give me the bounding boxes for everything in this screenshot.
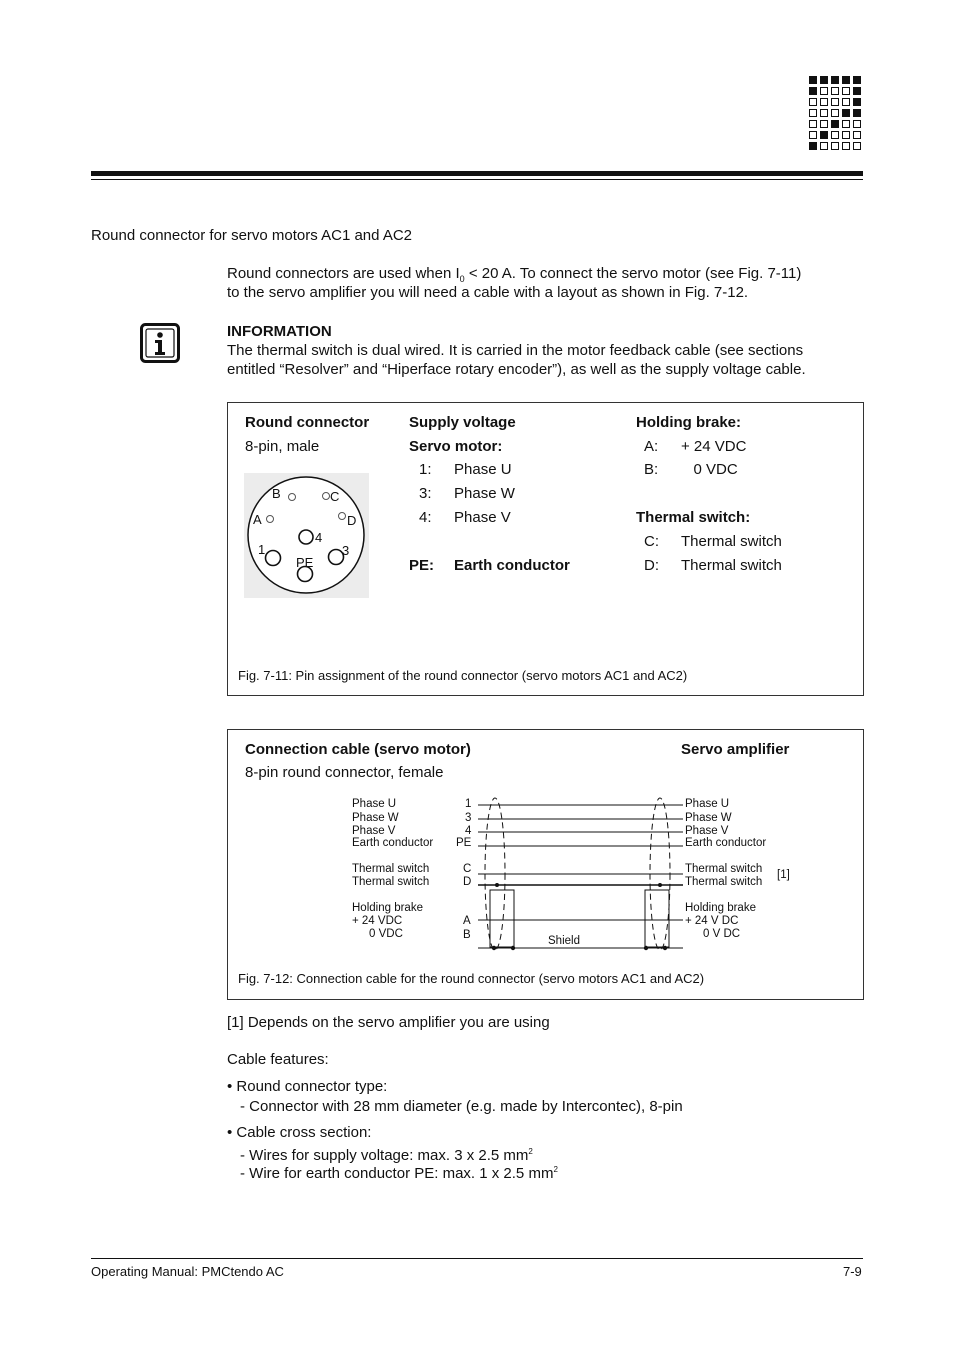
supply-voltage-title: Supply voltage: [409, 414, 516, 431]
logo-cell: [820, 98, 828, 106]
logo-cell: [820, 131, 828, 139]
logo-cell: [831, 98, 839, 106]
logo-cell: [842, 142, 850, 150]
section-heading: Round connector for servo motors AC1 and AC2: [91, 227, 413, 244]
left-label-phase-v: Phase V: [352, 825, 396, 837]
footer-left: Operating Manual: PMCtendo AC: [91, 1264, 284, 1279]
left-label-24vdc: + 24 VDC: [352, 915, 403, 927]
shield-label: Shield: [548, 935, 580, 947]
pin-1: 1: [465, 798, 472, 810]
logo-cell: [820, 120, 828, 128]
feature-text-supply: - Wires for supply voltage: max. 3 x 2.5 mm: [240, 1147, 529, 1164]
pin-label-pe: PE: [296, 555, 314, 570]
logo-cell: [809, 131, 817, 139]
pin-label-3: 3: [342, 543, 350, 558]
pin-label-d: D: [347, 513, 357, 528]
info-icon: [140, 323, 180, 363]
feature-bullet-2-sub-2: [240, 1160, 558, 1183]
footnote: [1] Depends on the servo amplifier you are using: [227, 1014, 550, 1031]
round-connector-subtitle: 8-pin, male: [245, 438, 320, 455]
servo-label-1: Phase U: [454, 461, 512, 478]
logo-cell: [842, 109, 850, 117]
pin-d: D: [463, 876, 472, 888]
superscript-2b: 2: [553, 1165, 558, 1174]
logo-cell: [853, 131, 861, 139]
feature-bullet-2: • Cable cross section:: [227, 1124, 372, 1141]
footer-rule: [91, 1258, 863, 1259]
right-label-0vdc: 0 V DC: [703, 928, 741, 940]
servo-label-3: Phase W: [454, 485, 515, 502]
left-label-brake: Holding brake: [352, 902, 423, 914]
footer-page-number: 7-9: [843, 1264, 862, 1279]
feature-bullet-1: • Round connector type:: [227, 1078, 388, 1095]
logo-cell: [842, 76, 850, 84]
logo-cell: [842, 120, 850, 128]
left-label-phase-u: Phase U: [352, 798, 397, 810]
logo-cell: [831, 120, 839, 128]
logo-cell: [853, 120, 861, 128]
logo-cell: [809, 87, 817, 95]
brake-pin-b: B:: [644, 461, 659, 478]
pin-pe: PE: [456, 837, 472, 849]
logo-cell: [809, 98, 817, 106]
figure-7-11: [227, 402, 864, 696]
figure-7-12: [227, 729, 864, 1000]
logo-cell: [842, 131, 850, 139]
logo-cell: [853, 142, 861, 150]
pin-a: A: [463, 915, 471, 927]
right-label-thermal-c: Thermal switch: [685, 863, 763, 875]
pin-label-a: A: [253, 512, 262, 527]
company-logo-grid: [809, 76, 865, 151]
holding-brake-title: Holding brake:: [636, 414, 742, 431]
superscript-2: 2: [528, 1147, 533, 1156]
servo-pin-3: 3:: [419, 485, 432, 502]
logo-cell: [853, 109, 861, 117]
pin-label-b: B: [272, 486, 281, 501]
pin-label-1: 1: [258, 542, 266, 557]
info-title: INFORMATION: [227, 323, 332, 340]
thermal-pin-d: D:: [644, 557, 659, 574]
logo-cell: [809, 109, 817, 117]
logo-cell: [853, 76, 861, 84]
right-label-24vdc: + 24 V DC: [685, 915, 739, 927]
logo-cell: [809, 120, 817, 128]
intro-line-2: to the servo amplifier you will need a cable with a layout as shown in Fig. 7-12.: [227, 284, 749, 301]
brake-label-a: + 24 VDC: [681, 438, 747, 455]
logo-cell: [809, 76, 817, 84]
round-connector-title: Round connector: [245, 414, 370, 431]
features-title: Cable features:: [227, 1051, 329, 1068]
pe-pin: PE:: [409, 557, 435, 574]
logo-cell: [809, 142, 817, 150]
logo-cell: [842, 87, 850, 95]
left-label-thermal-c: Thermal switch: [352, 863, 430, 875]
logo-cell: [853, 98, 861, 106]
info-line-1: The thermal switch is dual wired. It is carried in the motor feedback cable (see sections: [227, 342, 804, 359]
logo-cell: [820, 109, 828, 117]
logo-cell: [831, 131, 839, 139]
thermal-label-d: Thermal switch: [681, 557, 782, 574]
logo-cell: [831, 109, 839, 117]
header-rule-thin: [91, 179, 863, 180]
figure-7-11-caption: Fig. 7-11: Pin assignment of the round connector (servo motors AC1 and AC2): [238, 668, 688, 683]
pe-label: Earth conductor: [454, 557, 570, 574]
header-rule-thick: [91, 171, 863, 176]
brake-label-b: 0 VDC: [681, 461, 738, 478]
logo-cell: [820, 87, 828, 95]
servo-amplifier-title: Servo amplifier: [681, 741, 790, 758]
logo-cell: [820, 76, 828, 84]
brake-pin-a: A:: [644, 438, 659, 455]
pin-4: 4: [465, 825, 472, 837]
left-label-thermal-d: Thermal switch: [352, 876, 430, 888]
logo-cell: [831, 76, 839, 84]
left-label-phase-w: Phase W: [352, 812, 399, 824]
servo-motor-title: Servo motor:: [409, 438, 503, 455]
wiring-diagram: [228, 730, 865, 1001]
servo-pin-4: 4:: [419, 509, 432, 526]
connection-cable-title: Connection cable (servo motor): [245, 741, 471, 758]
servo-label-4: Phase V: [454, 509, 511, 526]
feature-text-earth: - Wire for earth conductor PE: max. 1 x 2.5 mm: [240, 1165, 554, 1182]
pin-b: B: [463, 929, 471, 941]
left-label-earth: Earth conductor: [352, 837, 434, 849]
connection-cable-subtitle: 8-pin round connector, female: [245, 764, 444, 781]
logo-cell: [853, 87, 861, 95]
info-line-2: entitled “Resolver” and “Hiperface rotary encoder”), as well as the supply voltage cable.: [227, 361, 806, 378]
thermal-switch-title: Thermal switch:: [636, 509, 751, 526]
feature-bullet-1-sub: - Connector with 28 mm diameter (e.g. made by Intercontec), 8-pin: [240, 1098, 683, 1115]
intro-text-b: < 20 A. To connect the servo motor (see Fig. 7-11): [464, 265, 802, 282]
logo-cell: [842, 98, 850, 106]
right-label-phase-v: Phase V: [685, 825, 729, 837]
figure-7-12-caption: Fig. 7-12: Connection cable for the round connector (servo motors AC1 and AC2): [238, 971, 705, 986]
right-label-brake: Holding brake: [685, 902, 756, 914]
round-connector-diagram: [244, 473, 369, 598]
logo-cell: [831, 142, 839, 150]
logo-cell: [820, 142, 828, 150]
left-label-0vdc: 0 VDC: [369, 928, 403, 940]
servo-pin-1: 1:: [419, 461, 432, 478]
pin-c: C: [463, 863, 472, 875]
thermal-label-c: Thermal switch: [681, 533, 782, 550]
pin-label-4: 4: [315, 530, 323, 545]
logo-cell: [831, 87, 839, 95]
thermal-pin-c: C:: [644, 533, 659, 550]
right-label-earth: Earth conductor: [685, 837, 767, 849]
pin-3: 3: [465, 812, 472, 824]
pin-label-c: C: [330, 489, 340, 504]
right-label-phase-w: Phase W: [685, 812, 732, 824]
intro-subscript: 0: [459, 274, 465, 284]
note-ref-1: [1]: [777, 869, 790, 881]
right-label-phase-u: Phase U: [685, 798, 730, 810]
intro-text-a: Round connectors are used when I: [227, 265, 460, 282]
right-label-thermal-d: Thermal switch: [685, 876, 763, 888]
